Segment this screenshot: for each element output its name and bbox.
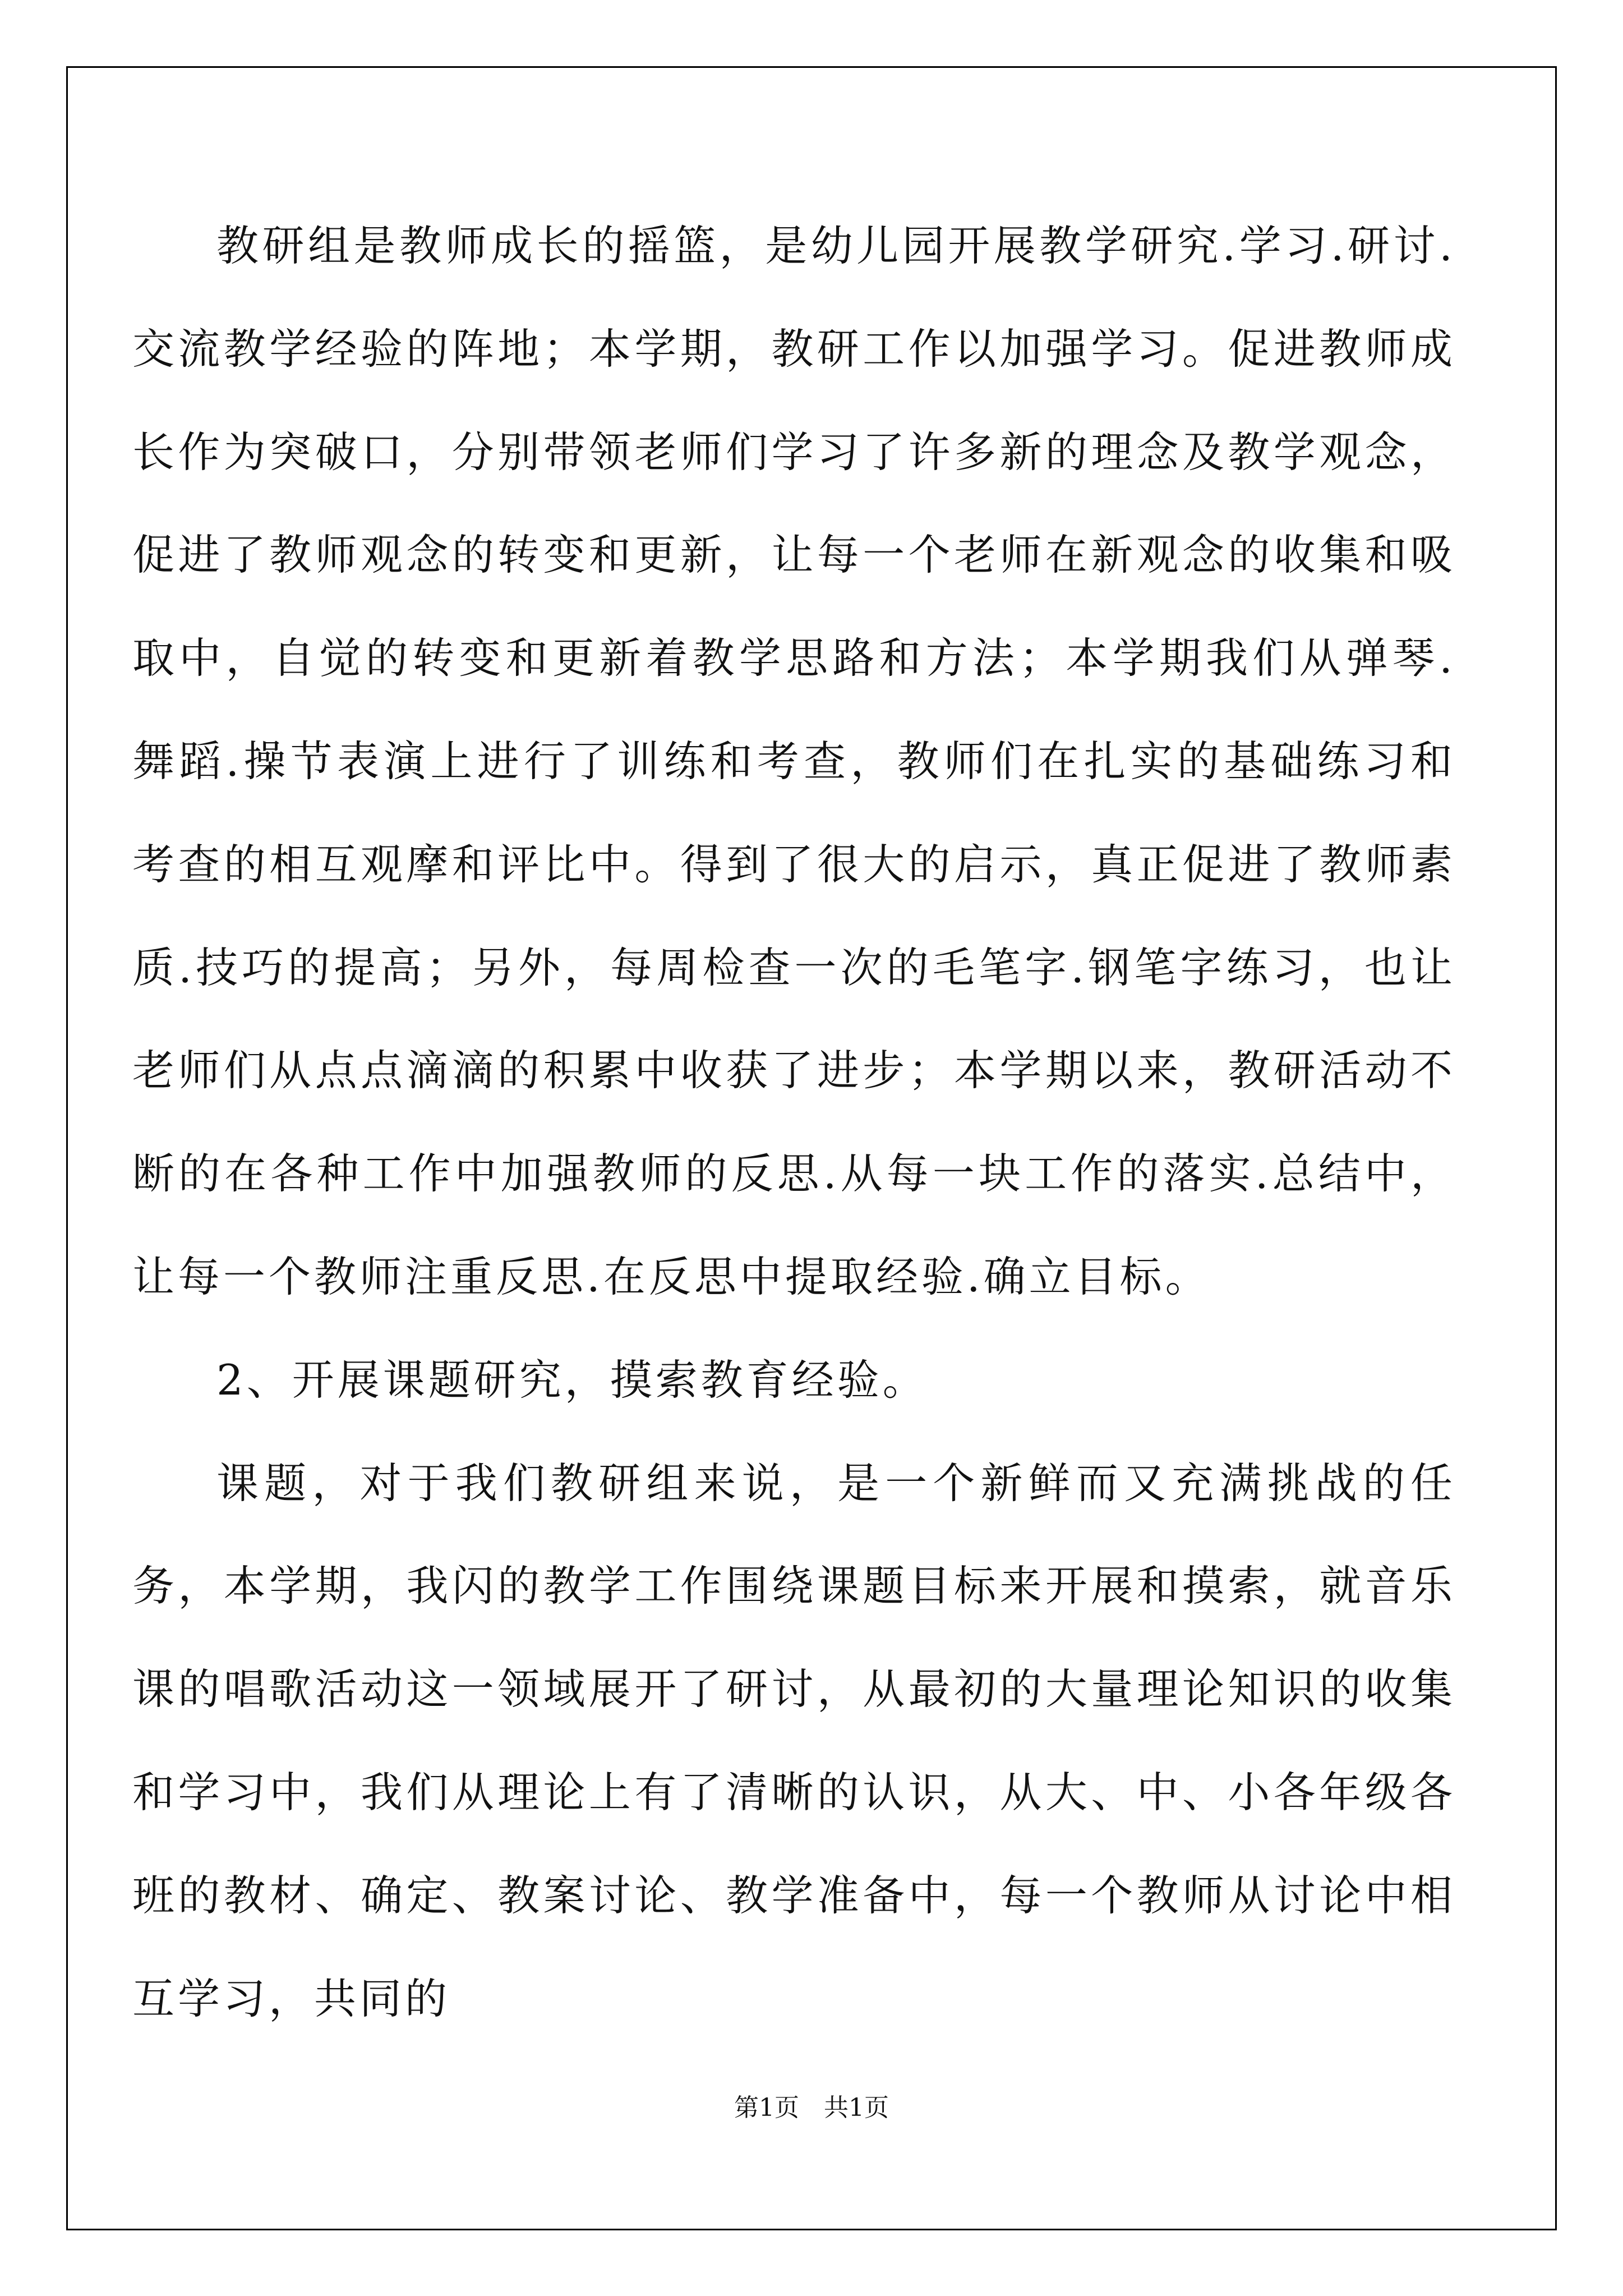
paragraph-3: 课题，对于我们教研组来说，是一个新鲜而又充满挑战的任务，本学期，我闪的教学工作围绕课题目标来开展和摸索，就音乐课的唱歌活动这一领域展开了研讨，从最初的大量理论知识的收集和学习中，我们从理论上有了清晰的认识，从大、中、小各年级各班的教材、确定、教案讨论、教学准备中，每一个教师从讨论中相互学习，共同的 <box>132 1458 1456 2023</box>
document-body <box>132 195 1456 2050</box>
paragraph-2-heading: 2、开展课题研究，摸索教育经验。 <box>216 1355 928 1405</box>
paragraph-1: 教研组是教师成长的摇篮，是幼儿园开展教学研究.学习.研讨.交流教学经验的阵地；本学期，教研工作以加强学习。促进教师成长作为突破口，分别带领老师们学习了许多新的理念及教学观念，促进了教师观念的转变和更新，让每一个老师在新观念的收集和吸取中，自觉的转变和更新着教学思路和方法；本学期我们从弹琴.舞蹈.操节表演上进行了训练和考查，教师们在扎实的基础练习和考查的相互观摩和评比中。得到了很大的启示，真正促进了教师素质.技巧的提高；另外，每周检查一次的毛笔字.钢笔字练习，也让老师们从点点滴滴的积累中收获了进步；本学期以来，教研活动不断的在各种工作中加强教师的反思.从每一块工作的落实.总结中，让每一个教师注重反思.在反思中提取经验.确立目标。 <box>132 221 1456 1301</box>
page-footer: 第1页 共1页 <box>734 2093 889 2122</box>
